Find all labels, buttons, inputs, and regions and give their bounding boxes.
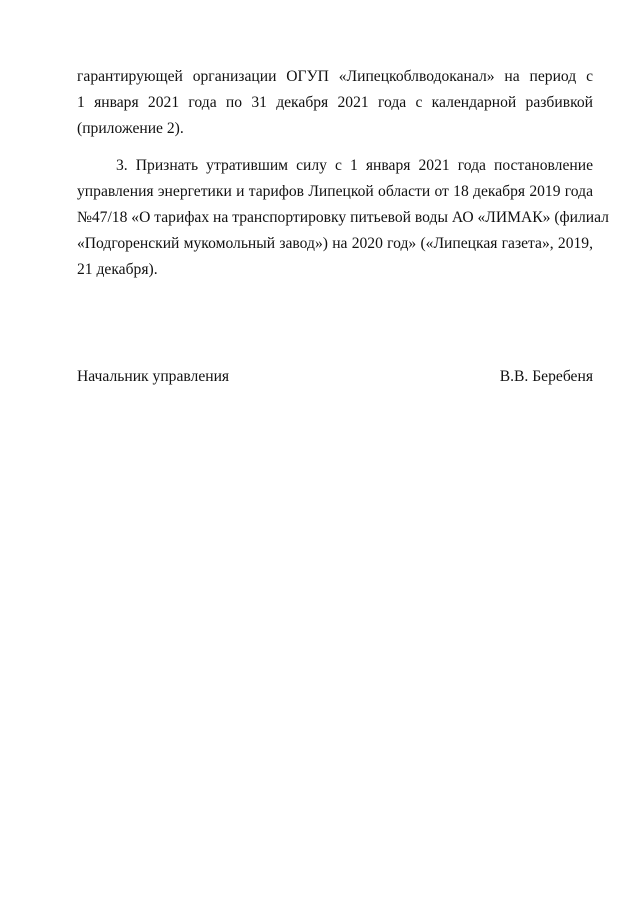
paragraph-line: 3. Признать утратившим силу с 1 января 2021 года постановление xyxy=(116,157,593,174)
signatory-position: Начальник управления xyxy=(77,368,230,385)
paragraph-tariff-period xyxy=(77,64,593,142)
signature-block xyxy=(77,364,593,390)
paragraph-line: управления энергетики и тарифов Липецкой области от 18 декабря 2019 года xyxy=(77,183,593,200)
paragraph-line: гарантирующей организации ОГУП «Липецкоблводоканал» на период с xyxy=(77,68,593,85)
signatory-name: В.В. Беребеня xyxy=(499,368,593,385)
paragraph-line: «Подгоренский мукомольный завод») на 2020 год» («Липецкая газета», 2019, xyxy=(77,235,593,252)
paragraph-line: (приложение 2). xyxy=(77,120,184,137)
paragraph-line: 21 декабря). xyxy=(77,261,158,278)
paragraph-line: №47/18 «О тарифах на транспортировку питьевой воды АО «ЛИМАК» (филиал xyxy=(77,209,609,226)
paragraph-item-3-repeal xyxy=(77,153,609,283)
paragraph-line: 1 января 2021 года по 31 декабря 2021 года с календарной разбивкой xyxy=(77,94,593,111)
